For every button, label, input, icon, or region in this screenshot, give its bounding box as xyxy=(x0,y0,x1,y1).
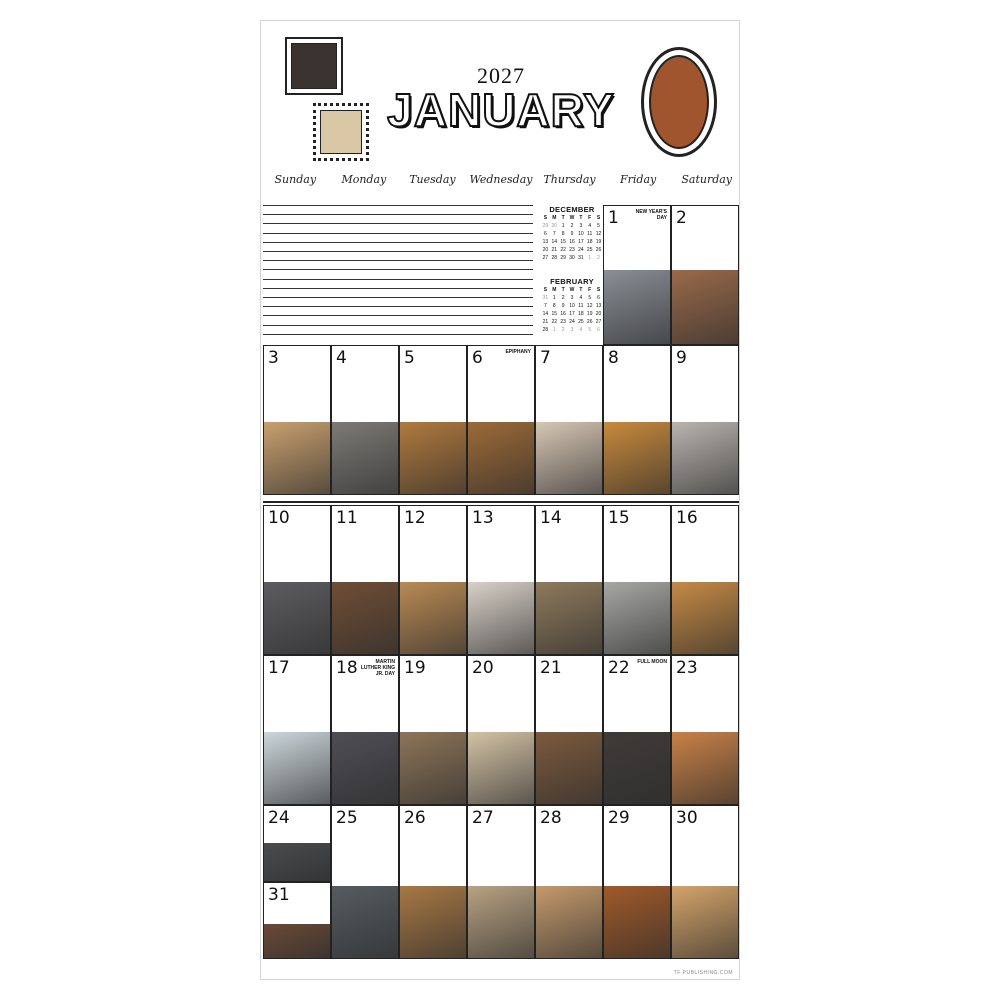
mini-calendar-date: 8 xyxy=(552,303,556,309)
mini-calendar-grid xyxy=(541,287,603,333)
mini-calendar-weekday: M xyxy=(552,215,557,221)
day-cell[interactable] xyxy=(603,205,671,345)
mini-calendar-date: 26 xyxy=(586,319,593,325)
weekday-friday: Friday xyxy=(620,173,657,186)
dog-photo xyxy=(604,270,670,344)
day-number: 14 xyxy=(540,508,562,528)
mini-calendar-date: 15 xyxy=(560,239,566,245)
dog-photo xyxy=(332,886,398,958)
day-number: 9 xyxy=(676,348,687,368)
mini-calendar-date: 19 xyxy=(586,311,593,317)
mini-calendar-date: 1 xyxy=(561,223,565,229)
mini-calendar-title: DECEMBER xyxy=(549,205,595,214)
dog-photo xyxy=(468,422,534,494)
dog-photo xyxy=(604,422,670,494)
day-number: 25 xyxy=(336,808,358,828)
dog-photo xyxy=(672,582,738,654)
dog-photo xyxy=(672,886,738,958)
holiday-label: MARTIN LUTHER KING JR. DAY xyxy=(360,659,395,677)
mini-calendar-date: 16 xyxy=(560,311,566,317)
notes-lines xyxy=(263,205,533,343)
mini-calendar-date: 6 xyxy=(597,295,600,301)
mini-calendar-date: 19 xyxy=(595,239,602,245)
mini-calendar-december xyxy=(541,205,603,261)
day-cell[interactable] xyxy=(671,805,739,959)
mini-calendar-date: 10 xyxy=(569,303,575,309)
day-cell[interactable] xyxy=(535,805,603,959)
note-line xyxy=(263,269,533,270)
day-number: 1 xyxy=(608,208,619,228)
day-cell[interactable] xyxy=(671,655,739,805)
day-cell[interactable] xyxy=(331,805,399,959)
note-line xyxy=(263,233,533,234)
mini-calendar-date: 29 xyxy=(560,255,566,261)
day-cell[interactable] xyxy=(263,505,331,655)
day-number: 22 xyxy=(608,658,630,678)
day-cell[interactable] xyxy=(399,655,467,805)
weekday-tuesday: Tuesday xyxy=(409,173,456,186)
day-cell[interactable] xyxy=(535,345,603,495)
day-number: 29 xyxy=(608,808,630,828)
note-line xyxy=(263,288,533,289)
dog-photo xyxy=(332,732,398,804)
mini-calendar-date: 24 xyxy=(578,247,584,253)
mini-calendar-date: 1 xyxy=(552,327,556,333)
holiday-label: EPIPHANY xyxy=(505,349,531,355)
mini-calendar-date: 29 xyxy=(542,223,549,229)
mini-calendar-date: 13 xyxy=(595,303,602,309)
day-cell[interactable] xyxy=(671,505,739,655)
mini-calendar-date: 2 xyxy=(570,223,574,229)
mini-calendar-date: 18 xyxy=(578,311,584,317)
dog-photo xyxy=(536,732,602,804)
mini-calendar-weekday: F xyxy=(588,215,592,221)
mini-calendar-weekday: S xyxy=(543,287,548,293)
note-line xyxy=(263,325,533,326)
mini-calendar-date: 11 xyxy=(587,231,593,237)
day-number: 19 xyxy=(404,658,426,678)
mini-calendar-date: 6 xyxy=(597,327,600,333)
day-cell[interactable] xyxy=(603,345,671,495)
dog-photo xyxy=(468,582,534,654)
mini-calendar-date: 4 xyxy=(579,295,583,301)
mini-calendar-date: 31 xyxy=(578,255,584,261)
mini-calendar-date: 21 xyxy=(542,319,549,325)
day-cell[interactable] xyxy=(263,805,331,882)
note-line xyxy=(263,205,533,206)
weekday-monday: Monday xyxy=(341,173,387,186)
mini-calendar-date: 22 xyxy=(551,319,558,325)
week-divider xyxy=(263,501,739,503)
day-number: 8 xyxy=(608,348,619,368)
dog-photo xyxy=(264,582,330,654)
weekday-thursday: Thursday xyxy=(543,173,596,186)
day-number: 6 xyxy=(472,348,483,368)
mini-calendar-date: 12 xyxy=(595,231,602,237)
day-number: 10 xyxy=(268,508,290,528)
mini-calendar-weekday: T xyxy=(579,287,583,293)
mini-calendar-date: 14 xyxy=(542,311,549,317)
dog-photo xyxy=(400,422,466,494)
day-cell[interactable] xyxy=(399,505,467,655)
note-line xyxy=(263,315,533,316)
dog-photo xyxy=(400,582,466,654)
mini-calendar-date: 26 xyxy=(595,247,602,253)
dog-photo xyxy=(400,732,466,804)
day-number: 17 xyxy=(268,658,290,678)
calendar-month: JANUARY xyxy=(387,84,615,136)
mini-calendar-date: 16 xyxy=(569,239,575,245)
dog-photo xyxy=(468,732,534,804)
mini-calendar-title: FEBRUARY xyxy=(550,277,594,286)
day-cell[interactable] xyxy=(331,655,399,805)
dog-photo xyxy=(400,886,466,958)
mini-calendar-date: 5 xyxy=(588,327,592,333)
mini-calendar-weekday: S xyxy=(596,287,601,293)
mini-calendar-date: 12 xyxy=(586,303,593,309)
mini-calendar-date: 3 xyxy=(579,223,583,229)
day-cell[interactable] xyxy=(263,655,331,805)
note-line xyxy=(263,251,533,252)
mini-calendar-date: 27 xyxy=(595,319,602,325)
mini-calendar-date: 1 xyxy=(552,295,556,301)
mini-calendar-date: 8 xyxy=(561,231,565,237)
day-cell[interactable] xyxy=(331,505,399,655)
day-number: 23 xyxy=(676,658,698,678)
mini-calendar-date: 22 xyxy=(560,247,566,253)
day-cell[interactable] xyxy=(467,345,535,495)
mini-calendar-date: 3 xyxy=(570,327,574,333)
mini-calendar-date: 21 xyxy=(551,247,558,253)
mini-calendar-date: 17 xyxy=(569,311,575,317)
mini-calendar-weekday: F xyxy=(588,287,592,293)
day-number: 5 xyxy=(404,348,415,368)
day-cell[interactable] xyxy=(467,655,535,805)
mini-calendar-date: 28 xyxy=(542,327,549,333)
mini-calendar-date: 1 xyxy=(588,255,592,261)
dog-photo xyxy=(468,886,534,958)
note-line xyxy=(263,297,533,298)
mini-calendar-date: 27 xyxy=(542,255,549,261)
day-cell[interactable] xyxy=(263,345,331,495)
mini-calendar-date: 7 xyxy=(544,303,547,309)
dog-photo xyxy=(604,582,670,654)
mini-calendar-weekday: T xyxy=(579,215,583,221)
day-number: 20 xyxy=(472,658,494,678)
dog-photo xyxy=(604,886,670,958)
day-cell[interactable] xyxy=(603,805,671,959)
day-number: 31 xyxy=(268,885,290,905)
day-number: 24 xyxy=(268,808,290,828)
day-cell[interactable] xyxy=(263,882,331,959)
mini-calendar-date: 25 xyxy=(578,319,584,325)
mini-calendar-date: 18 xyxy=(586,239,593,245)
mini-calendar-date: 30 xyxy=(551,223,558,229)
day-number: 21 xyxy=(540,658,562,678)
mini-calendar-weekday: W xyxy=(569,215,575,221)
mini-calendar-date: 30 xyxy=(569,255,575,261)
mini-calendar-date: 23 xyxy=(569,247,575,253)
day-number: 27 xyxy=(472,808,494,828)
mini-calendar-weekday: W xyxy=(569,287,575,293)
day-cell[interactable] xyxy=(399,345,467,495)
mini-calendar-date: 2 xyxy=(561,295,565,301)
mini-calendar-date: 28 xyxy=(551,255,558,261)
note-line xyxy=(263,306,533,307)
note-line xyxy=(263,214,533,215)
dog-photo xyxy=(264,732,330,804)
weekday-sunday: Sunday xyxy=(274,173,317,186)
day-cell[interactable] xyxy=(331,345,399,495)
day-number: 18 xyxy=(336,658,358,678)
mini-calendar-grid xyxy=(541,215,603,261)
mini-calendar-date: 15 xyxy=(551,311,558,317)
mini-calendar-date: 10 xyxy=(578,231,584,237)
dog-photo xyxy=(604,732,670,804)
mini-calendar-date: 11 xyxy=(578,303,584,309)
dog-photo xyxy=(672,732,738,804)
mini-calendar-date: 24 xyxy=(569,319,575,325)
mini-calendar-weekday: S xyxy=(543,215,548,221)
day-number: 7 xyxy=(540,348,551,368)
mini-calendar-date: 31 xyxy=(542,295,549,301)
day-number: 26 xyxy=(404,808,426,828)
dog-photo xyxy=(536,422,602,494)
note-line xyxy=(263,260,533,261)
day-number: 13 xyxy=(472,508,494,528)
publisher-credit: TF PUBLISHING.COM xyxy=(673,970,733,976)
day-cell[interactable] xyxy=(467,805,535,959)
day-cell[interactable] xyxy=(535,505,603,655)
day-cell[interactable] xyxy=(467,505,535,655)
day-number: 3 xyxy=(268,348,279,368)
mini-calendar-date: 4 xyxy=(579,327,583,333)
dog-photo xyxy=(264,422,330,494)
day-cell[interactable] xyxy=(399,805,467,959)
day-cell[interactable] xyxy=(603,655,671,805)
mini-calendar-date: 3 xyxy=(570,295,574,301)
mini-calendar-date: 9 xyxy=(570,231,574,237)
day-number: 16 xyxy=(676,508,698,528)
dog-photo xyxy=(332,422,398,494)
calendar-year: 2027 xyxy=(477,63,525,88)
dog-photo xyxy=(536,582,602,654)
calendar-page xyxy=(260,20,740,980)
day-number: 4 xyxy=(336,348,347,368)
mini-calendar-date: 9 xyxy=(561,303,565,309)
mini-calendar-date: 4 xyxy=(588,223,592,229)
note-line xyxy=(263,223,533,224)
day-cell[interactable] xyxy=(671,345,739,495)
weekday-wednesday: Wednesday xyxy=(469,173,533,186)
day-number: 30 xyxy=(676,808,698,828)
dog-photo xyxy=(536,886,602,958)
dog-photo xyxy=(264,843,330,881)
mini-calendar-date: 2 xyxy=(561,327,565,333)
mini-calendar-date: 25 xyxy=(586,247,593,253)
mini-calendar-date: 6 xyxy=(544,231,547,237)
holiday-label: NEW YEAR'S DAY xyxy=(635,209,667,221)
holiday-label: FULL MOON xyxy=(637,659,667,665)
mini-calendar-date: 20 xyxy=(542,247,549,253)
mini-calendar-date: 23 xyxy=(560,319,566,325)
weekday-header xyxy=(261,173,741,193)
note-line xyxy=(263,279,533,280)
note-line xyxy=(263,334,533,335)
day-cell[interactable] xyxy=(603,505,671,655)
day-cell[interactable] xyxy=(535,655,603,805)
dog-photo xyxy=(332,582,398,654)
mini-calendar-weekday: S xyxy=(596,215,601,221)
dog-photo xyxy=(672,270,738,344)
day-number: 2 xyxy=(676,208,687,228)
day-number: 15 xyxy=(608,508,630,528)
mini-calendar-weekday: M xyxy=(552,287,557,293)
weekday-saturday: Saturday xyxy=(681,173,733,186)
note-line xyxy=(263,242,533,243)
mini-calendar-date: 5 xyxy=(597,223,600,229)
mini-calendar-weekday: T xyxy=(561,287,565,293)
mini-calendar-date: 17 xyxy=(578,239,584,245)
mini-calendar-date: 14 xyxy=(551,239,558,245)
mini-calendar-date: 5 xyxy=(588,295,592,301)
day-number: 12 xyxy=(404,508,426,528)
dog-photo xyxy=(672,422,738,494)
mini-calendar-weekday: T xyxy=(561,215,565,221)
dog-photo xyxy=(264,924,330,958)
day-number: 11 xyxy=(336,508,358,528)
mini-calendar-date: 20 xyxy=(595,311,602,317)
mini-calendar-date: 2 xyxy=(597,255,600,261)
mini-calendar-date: 7 xyxy=(552,231,556,237)
day-cell[interactable] xyxy=(671,205,739,345)
mini-calendar-date: 13 xyxy=(542,239,549,245)
day-number: 28 xyxy=(540,808,562,828)
mini-calendar-february xyxy=(541,277,603,333)
